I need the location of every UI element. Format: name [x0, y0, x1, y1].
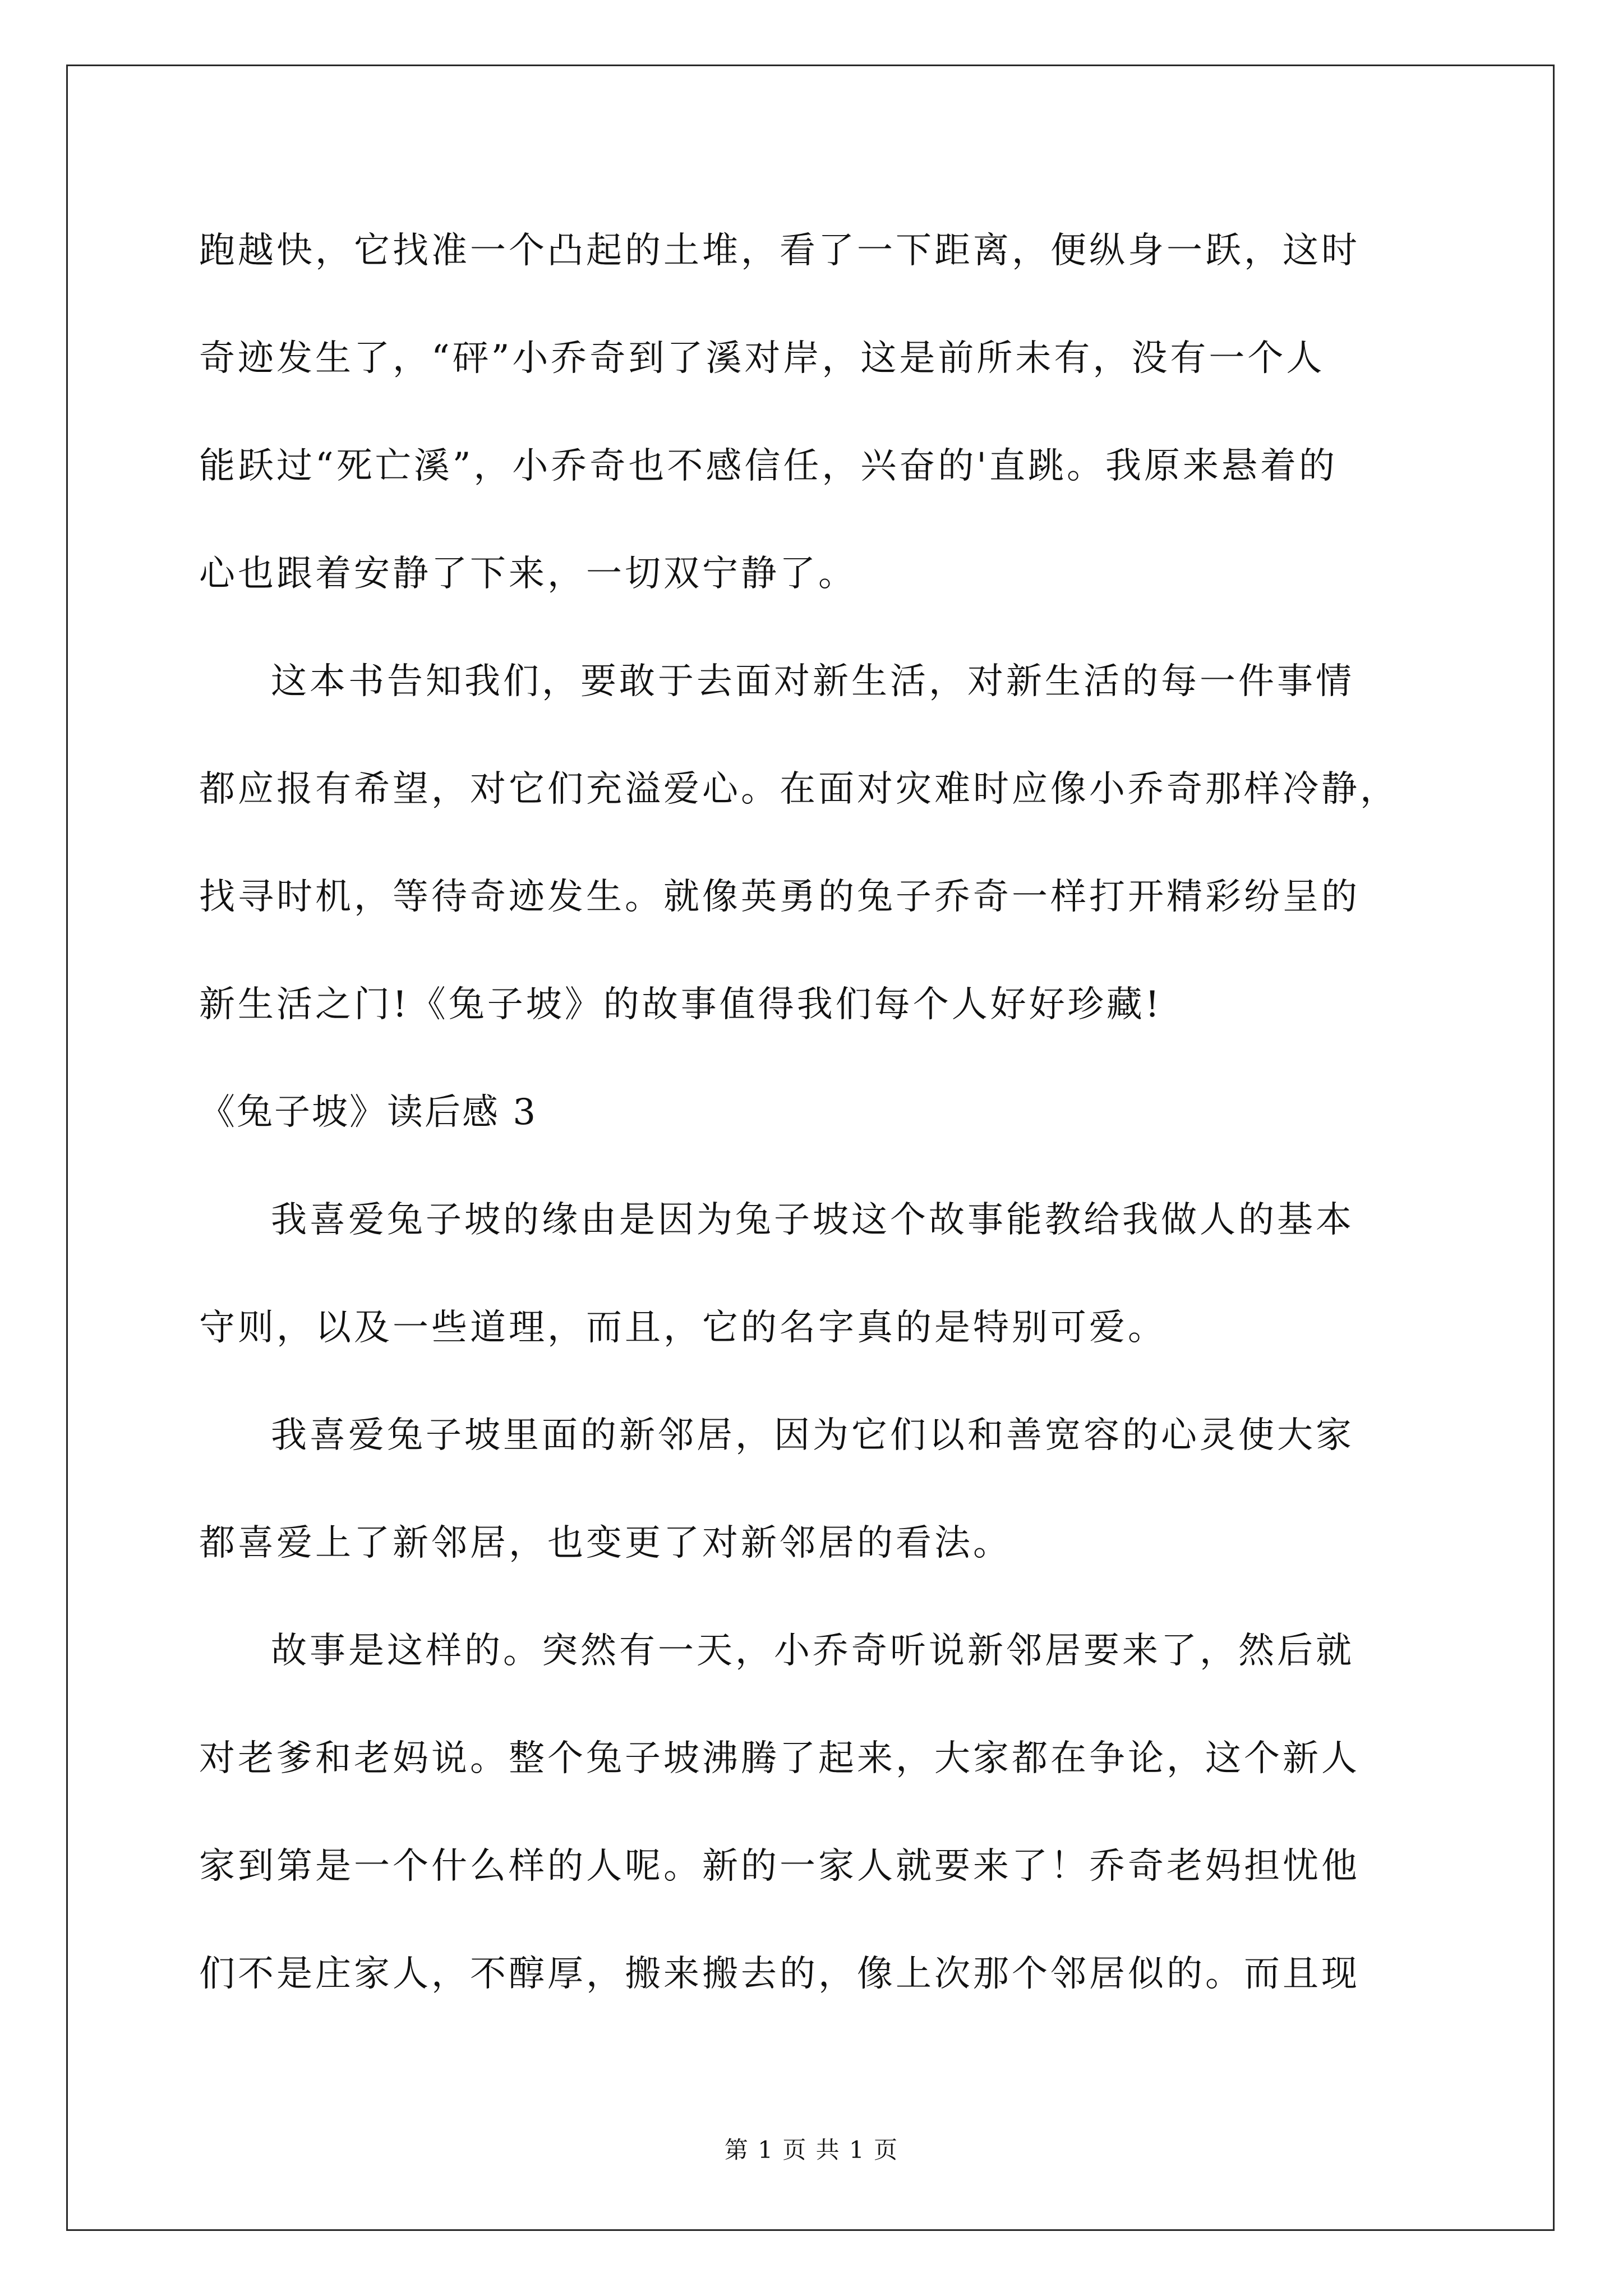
paragraph-first-line: 我喜爱兔子坡里面的新邻居，因为它们以和善宽容的心灵使大家: [271, 1415, 1354, 1456]
text-line: 奇迹发生了，“砰”小乔奇到了溪对岸，这是前所未有，没有一个人: [199, 338, 1325, 379]
text-line: 对老爹和老妈说。整个兔子坡沸腾了起来，大家都在争论，这个新人: [199, 1738, 1360, 1779]
section-heading: 《兔子坡》读后感 3: [199, 1092, 538, 1133]
page-number-footer: 第 1 页 共 1 页: [724, 2136, 899, 2164]
text-line: 家到第是一个什么样的人呢。新的一家人就要来了！乔奇老妈担忧他: [199, 1846, 1360, 1887]
page-border: [66, 65, 1555, 2231]
paragraph-first-line: 这本书告知我们，要敢于去面对新生活，对新生活的每一件事情: [271, 661, 1354, 702]
text-line: 找寻时机，等待奇迹发生。就像英勇的兔子乔奇一样打开精彩纷呈的: [199, 876, 1360, 918]
paragraph-first-line: 我喜爱兔子坡的缘由是因为兔子坡这个故事能教给我做人的基本: [271, 1199, 1354, 1241]
text-line: 跑越快，它找准一个凸起的土堆，看了一下距离，便纵身一跃，这时: [199, 230, 1360, 272]
text-line: 们不是庄家人，不醇厚，搬来搬去的，像上次那个邻居似的。而且现: [199, 1953, 1360, 1995]
text-line: 新生活之门!《兔子坡》的故事值得我们每个人好好珍藏!: [199, 984, 1163, 1025]
text-line: 能跃过“死亡溪”，小乔奇也不感信任，兴奋的'直跳。我原来悬着的: [199, 445, 1338, 487]
text-line: 都喜爱上了新邻居，也变更了对新邻居的看法。: [199, 1522, 1012, 1564]
text-line: 守则，以及一些道理，而且，它的名字真的是特别可爱。: [199, 1307, 1166, 1349]
paragraph-first-line: 故事是这样的。突然有一天，小乔奇听说新邻居要来了，然后就: [271, 1630, 1354, 1672]
text-line: 心也跟着安静了下来，一切双宁静了。: [199, 553, 857, 595]
text-line: 都应报有希望，对它们充溢爱心。在面对灾难时应像小乔奇那样冷静，: [199, 769, 1399, 810]
